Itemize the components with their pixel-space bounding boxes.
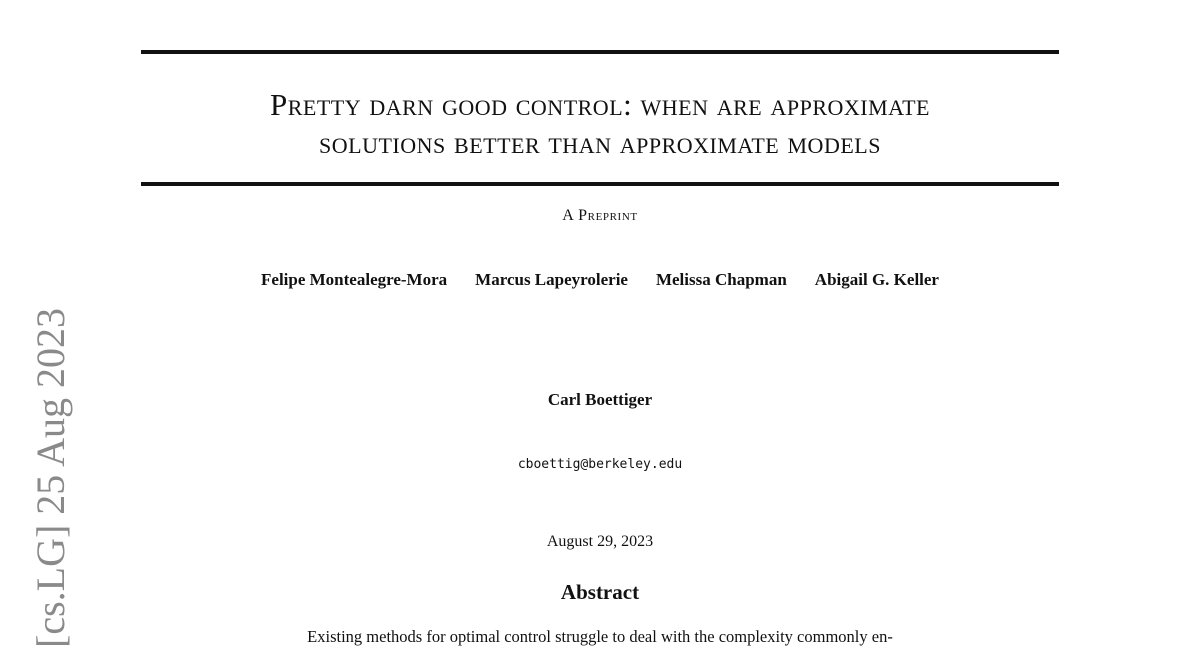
- corresponding-author-name: Carl Boettiger: [547, 390, 653, 409]
- paper-title-line-1: Pretty darn good control: when are approximate: [269, 87, 930, 122]
- author-email[interactable]: cboettig@berkeley.edu: [517, 457, 683, 472]
- title-top-rule: [141, 50, 1059, 54]
- author-name: Marcus Lapeyrolerie: [475, 270, 628, 289]
- author-list: [141, 270, 1059, 290]
- paper-title: [141, 86, 1059, 162]
- arxiv-stamp-text: [cs.LG] 25 Aug 2023: [28, 308, 73, 648]
- arxiv-sidebar-stamp: [27, 300, 75, 648]
- paper-title-line-2: solutions better than approximate models: [319, 125, 881, 160]
- author-name: Felipe Montealegre-Mora: [261, 270, 448, 289]
- preprint-label: A Preprint: [562, 207, 638, 224]
- author-name: Abigail G. Keller: [814, 270, 939, 289]
- abstract-text: Existing methods for optimal control struggle to deal with the complexity commonly en-: [307, 627, 893, 646]
- abstract-heading: Abstract: [560, 580, 640, 604]
- author-name: Melissa Chapman: [655, 270, 787, 289]
- paper-date: August 29, 2023: [546, 533, 654, 550]
- title-bottom-rule: [141, 182, 1059, 186]
